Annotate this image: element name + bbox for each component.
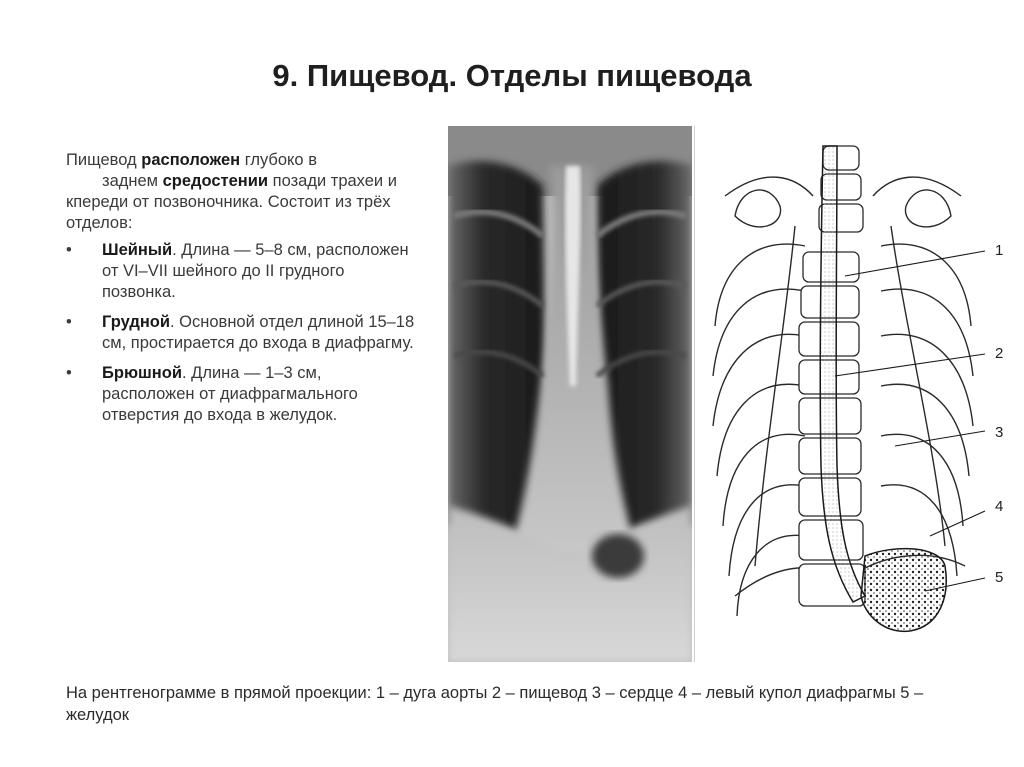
intro-text-block	[66, 150, 416, 435]
list-item-cervical	[66, 240, 416, 303]
diagram-label-5: 5	[995, 569, 1004, 586]
section-name-thoracic: Грудной	[102, 313, 171, 331]
anatomy-diagram	[694, 126, 991, 662]
diagram-label-1: 1	[995, 242, 1004, 259]
bullet: •	[66, 364, 72, 382]
bullet: •	[66, 241, 72, 259]
intro-word-esophagus: Пищевод	[66, 151, 137, 169]
page-title: 9. Пищевод. Отделы пищевода	[272, 58, 752, 93]
diagram-label-2: 2	[995, 345, 1004, 362]
section-text-thoracic: . Основной отдел длиной 15–18 см, простирается до входа в диафрагму.	[102, 313, 415, 352]
section-text-cervical: . Длина — 5–8 см, расположен от VI–VII шейного до II грудного позвонка.	[102, 241, 409, 301]
xray-image	[448, 126, 692, 662]
intro-paragraph	[66, 150, 416, 234]
diagram-label-4: 4	[995, 498, 1004, 515]
intro-bold-located: расположен	[141, 151, 241, 169]
figure-caption: На рентгенограмме в прямой проекции: 1 – дуга аорты 2 – пищевод 3 – сердце 4 – левый купол диафрагмы 5 – желудок	[66, 684, 924, 724]
section-text-abdominal: . Длина — 1–3 см, расположен от диафрагмального отверстия до входа в желудок.	[102, 364, 358, 424]
section-name-abdominal: Брюшной	[102, 364, 182, 382]
intro-rest: позади трахеи и кпереди от позвоночника. Состоит из трёх отделов:	[66, 172, 397, 232]
diagram-label-3: 3	[995, 424, 1004, 441]
section-list	[66, 240, 416, 426]
intro-word-deep: глубоко в	[244, 151, 317, 169]
list-item-abdominal	[66, 363, 416, 426]
intro-word-posterior: заднем	[102, 172, 159, 190]
bullet: •	[66, 313, 72, 331]
list-item-thoracic	[66, 312, 416, 354]
section-name-cervical: Шейный	[102, 241, 173, 259]
intro-bold-mediastinum: средостении	[162, 172, 269, 190]
